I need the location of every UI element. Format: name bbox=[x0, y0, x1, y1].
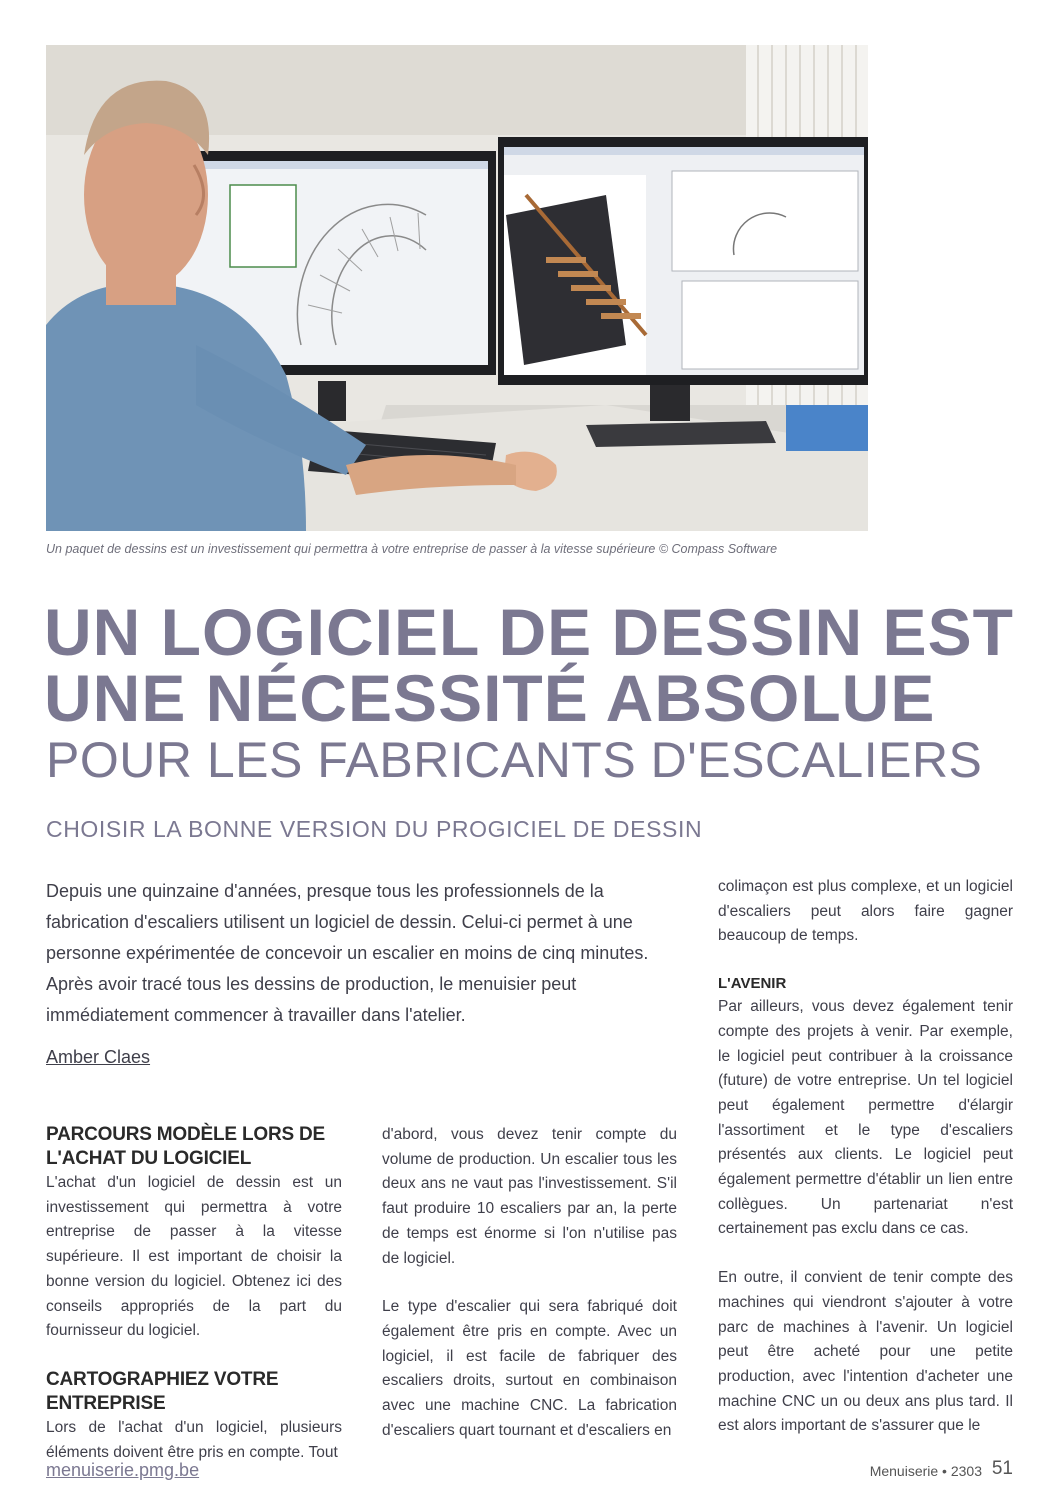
paragraph: Lors de l'achat d'un logiciel, plusieurs éléments doivent être pris en compte. Tout bbox=[46, 1418, 342, 1461]
headline-line-3: POUR LES FABRICANTS D'ESCALIERS bbox=[46, 732, 983, 788]
article-intro: Depuis une quinzaine d'années, presque tous les professionnels de la fabrication d'escaliers utilisent un logiciel de dessin. Celui-ci permet à une personne expérimentée de concevoir un escalier en moins de cinq minutes. Après avoir tracé tous les dessins de production, le menuisier peut immédiatement commencer à travailler dans l'atelier. bbox=[46, 881, 649, 1025]
paragraph: Le type d'escalier qui sera fabriqué doit également être pris en compte. Avec un logiciel, il est facile de fabriquer des escaliers droits, surtout en combinaison avec une machine CNC. La fabrication d'escaliers quart tournant et d'escaliers en bbox=[382, 1298, 677, 1439]
author-link[interactable]: Amber Claes bbox=[46, 1047, 151, 1067]
article-subtitle: CHOISIR LA BONNE VERSION DU PROGICIEL DE DESSIN bbox=[46, 816, 703, 842]
text-column-2 bbox=[382, 1123, 677, 1443]
headline-line-2: UNE NÉCESSITÉ ABSOLUE bbox=[44, 661, 936, 735]
website-link[interactable]: menuiserie.pmg.be bbox=[46, 1460, 200, 1480]
section-heading-cartographiez: CARTOGRAPHIEZ VOTRE ENTREPRISE bbox=[46, 1368, 279, 1414]
paragraph: En outre, il convient de tenir compte des machines qui viendront s'ajouter à votre parc de machines à l'avenir. Un logiciel peut être acheté pour une petite production, avec l'intention d'acheter une machine CNC un ou deux ans plus tard. Il est alors important de s'assurer que le bbox=[718, 1269, 1013, 1435]
magazine-issue: Menuiserie • 2303 bbox=[869, 1463, 982, 1479]
paragraph: L'achat d'un logiciel de dessin est un investissement qui permettra à votre entreprise de passer à la vitesse supérieure. Il est important de choisir la bonne version du logiciel. Obtenez ici des conseils appropriés de la part du fournisseur du logiciel. bbox=[46, 1174, 342, 1340]
section-heading-avenir: L'AVENIR bbox=[718, 975, 787, 993]
photo-of-man-with-two-monitors bbox=[46, 45, 868, 531]
paragraph: colimaçon est plus complexe, et un logiciel d'escaliers peut alors faire gagner beaucoup de temps. bbox=[718, 878, 1013, 945]
paragraph: d'abord, vous devez tenir compte du volume de production. Un escalier tous les deux ans ne vaut pas l'investissement. S'il faut produire 10 escaliers par an, la perte de temps est énorme si l'on n'utilise pas de logiciel. bbox=[382, 1126, 677, 1267]
article-photo bbox=[46, 45, 868, 531]
page-number: 51 bbox=[991, 1458, 1013, 1479]
headline-line-1: UN LOGICIEL DE DESSIN EST bbox=[44, 595, 1014, 669]
paragraph: Par ailleurs, vous devez également tenir compte des projets à venir. Par exemple, le logiciel peut contribuer à la croissance (future) de votre entreprise. Un tel logiciel peut également permettre d'élargir l'assortiment et le type d'escaliers présentés aux clients. Le logiciel peut également permettre d'établir un lien entre collègues. Un partenariat n'est certainement pas exclu dans ce cas. bbox=[718, 998, 1013, 1238]
text-column-1 bbox=[46, 1123, 342, 1465]
section-heading-parcours: PARCOURS MODÈLE LORS DE L'ACHAT DU LOGICIEL bbox=[46, 1124, 326, 1169]
text-column-3 bbox=[718, 875, 1013, 1439]
photo-caption: Un paquet de dessins est un investissement qui permettra à votre entreprise de passer à la vitesse supérieure © Compass Software bbox=[46, 542, 778, 556]
